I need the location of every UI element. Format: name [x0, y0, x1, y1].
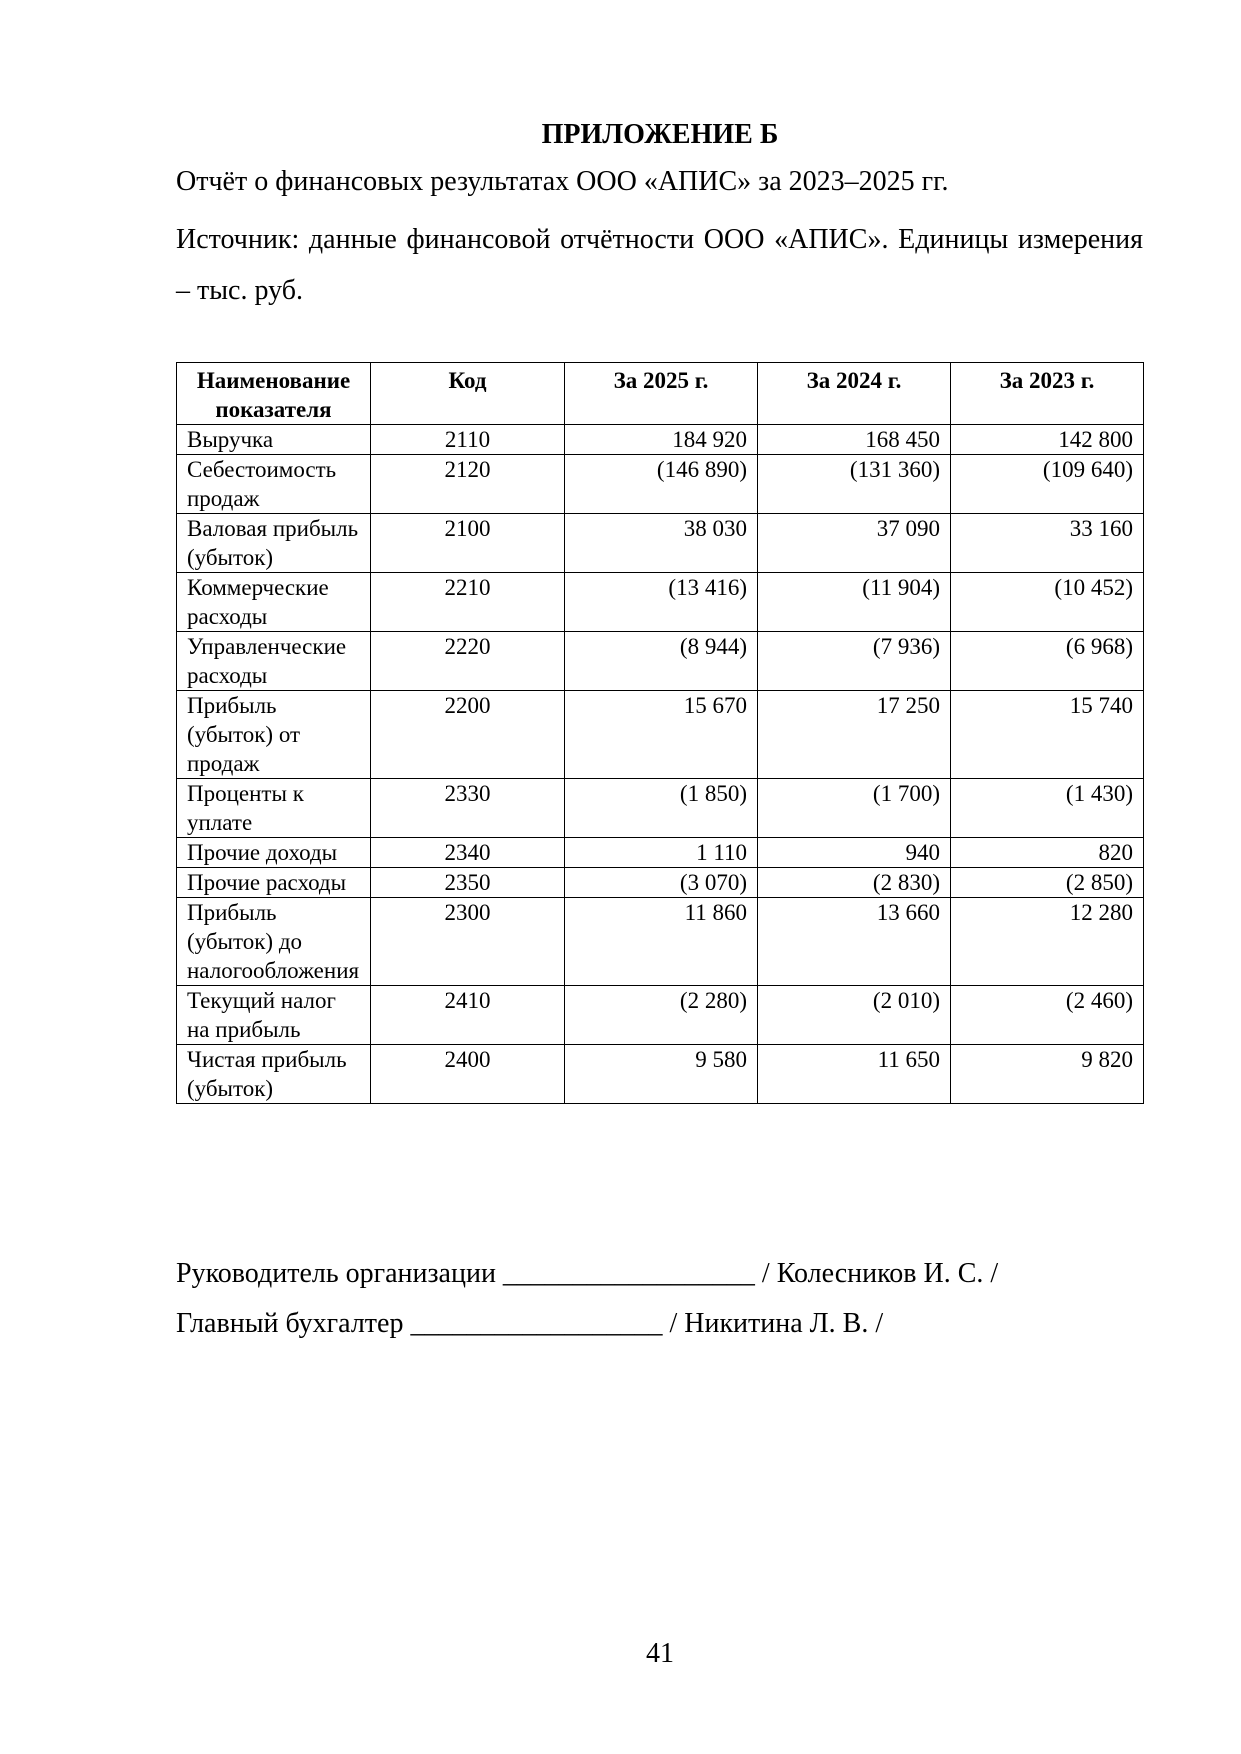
header-2023: За 2023 г. — [951, 363, 1144, 425]
value-2025-cell: (3 070) — [565, 868, 758, 898]
value-2025-cell: (146 890) — [565, 455, 758, 514]
value-2025-cell: (8 944) — [565, 632, 758, 691]
indicator-name-cell: Выручка — [177, 425, 371, 455]
indicator-name-cell: Прочие доходы — [177, 838, 371, 868]
header-code: Код — [371, 363, 565, 425]
code-cell: 2340 — [371, 838, 565, 868]
value-2025-cell: 38 030 — [565, 514, 758, 573]
value-2024-cell: 17 250 — [758, 691, 951, 779]
value-2024-cell: 168 450 — [758, 425, 951, 455]
value-2025-cell: 9 580 — [565, 1045, 758, 1104]
value-2024-cell: 13 660 — [758, 898, 951, 986]
value-2024-cell: 940 — [758, 838, 951, 868]
table-row — [177, 573, 1144, 632]
header-2025: За 2025 г. — [565, 363, 758, 425]
value-2024-cell: (11 904) — [758, 573, 951, 632]
accountant-signature-line: Главный бухгалтер __________________ / Никитина Л. В. / — [176, 1308, 884, 1339]
value-2023-cell: 142 800 — [951, 425, 1144, 455]
value-2023-cell: (2 460) — [951, 986, 1144, 1045]
indicator-name-cell: Текущий налог на прибыль — [177, 986, 371, 1045]
indicator-name-cell: Валовая прибыль (убыток) — [177, 514, 371, 573]
value-2023-cell: 9 820 — [951, 1045, 1144, 1104]
value-2025-cell: 1 110 — [565, 838, 758, 868]
value-2025-cell: 184 920 — [565, 425, 758, 455]
code-cell: 2220 — [371, 632, 565, 691]
value-2023-cell: (10 452) — [951, 573, 1144, 632]
code-cell: 2400 — [371, 1045, 565, 1104]
table-row — [177, 838, 1144, 868]
indicator-name-cell: Прибыль (убыток) от продаж — [177, 691, 371, 779]
indicator-name-cell: Прибыль (убыток) до налогообложения — [177, 898, 371, 986]
table-row — [177, 455, 1144, 514]
table-row — [177, 868, 1144, 898]
financial-results-table — [176, 362, 1144, 1104]
table-row — [177, 632, 1144, 691]
value-2025-cell: 15 670 — [565, 691, 758, 779]
value-2025-cell: (1 850) — [565, 779, 758, 838]
table-header-row — [177, 363, 1144, 425]
report-title: Отчёт о финансовых результатах ООО «АПИС» за 2023–2025 гг. — [176, 166, 949, 197]
indicator-name-cell: Проценты к уплате — [177, 779, 371, 838]
code-cell: 2100 — [371, 514, 565, 573]
code-cell: 2110 — [371, 425, 565, 455]
table-row — [177, 425, 1144, 455]
value-2023-cell: 820 — [951, 838, 1144, 868]
code-cell: 2410 — [371, 986, 565, 1045]
value-2025-cell: 11 860 — [565, 898, 758, 986]
header-indicator-name: Наименование показателя — [177, 363, 371, 425]
appendix-heading: ПРИЛОЖЕНИЕ Б — [541, 119, 779, 150]
code-cell: 2350 — [371, 868, 565, 898]
indicator-name-cell: Себестоимость продаж — [177, 455, 371, 514]
page-number: 41 — [646, 1638, 674, 1669]
indicator-name-cell: Управленческие расходы — [177, 632, 371, 691]
value-2024-cell: (2 830) — [758, 868, 951, 898]
value-2023-cell: 12 280 — [951, 898, 1144, 986]
value-2024-cell: (2 010) — [758, 986, 951, 1045]
code-cell: 2300 — [371, 898, 565, 986]
value-2023-cell: (1 430) — [951, 779, 1144, 838]
header-2024: За 2024 г. — [758, 363, 951, 425]
table-row — [177, 986, 1144, 1045]
code-cell: 2210 — [371, 573, 565, 632]
code-cell: 2200 — [371, 691, 565, 779]
value-2024-cell: (7 936) — [758, 632, 951, 691]
value-2023-cell: 15 740 — [951, 691, 1144, 779]
table-row — [177, 898, 1144, 986]
value-2023-cell: 33 160 — [951, 514, 1144, 573]
value-2025-cell: (13 416) — [565, 573, 758, 632]
table-row — [177, 514, 1144, 573]
table-row — [177, 691, 1144, 779]
value-2024-cell: 11 650 — [758, 1045, 951, 1104]
indicator-name-cell: Прочие расходы — [177, 868, 371, 898]
code-cell: 2120 — [371, 455, 565, 514]
indicator-name-cell: Чистая прибыль (убыток) — [177, 1045, 371, 1104]
value-2024-cell: (131 360) — [758, 455, 951, 514]
value-2023-cell: (2 850) — [951, 868, 1144, 898]
source-note: Источник: данные финансовой отчётности ООО «АПИС». Единицы измерения – тыс. руб. — [176, 224, 1143, 306]
value-2025-cell: (2 280) — [565, 986, 758, 1045]
value-2023-cell: (109 640) — [951, 455, 1144, 514]
table-row — [177, 1045, 1144, 1104]
value-2023-cell: (6 968) — [951, 632, 1144, 691]
table-body — [177, 425, 1144, 1104]
table-row — [177, 779, 1144, 838]
value-2024-cell: (1 700) — [758, 779, 951, 838]
indicator-name-cell: Коммерческие расходы — [177, 573, 371, 632]
director-signature-line: Руководитель организации __________________ / Колесников И. С. / — [176, 1258, 999, 1289]
code-cell: 2330 — [371, 779, 565, 838]
value-2024-cell: 37 090 — [758, 514, 951, 573]
